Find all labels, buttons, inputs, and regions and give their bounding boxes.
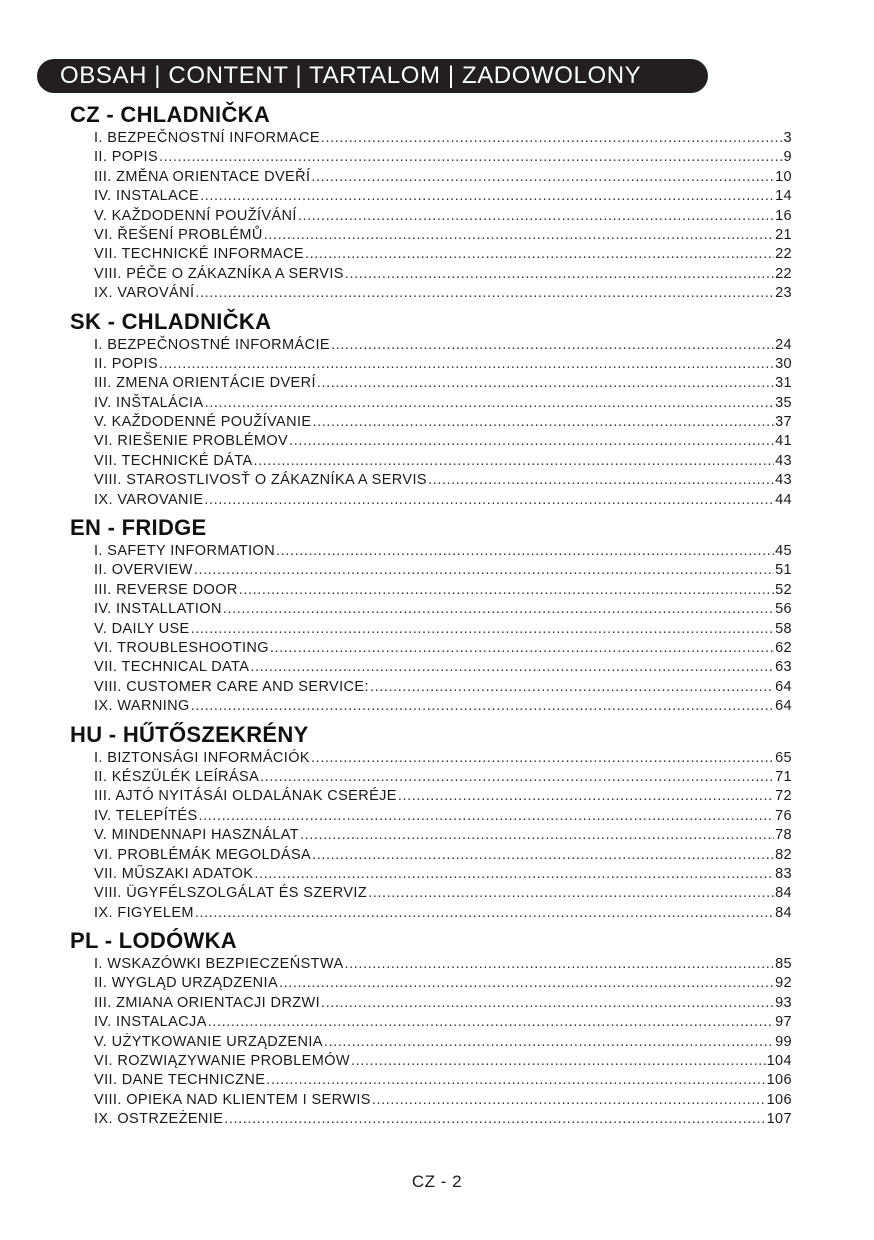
toc-entry[interactable]: [70, 955, 792, 974]
dot-leader: [368, 884, 774, 903]
toc-entry-page: 82: [775, 846, 792, 863]
toc-entry-page: 106: [766, 1091, 792, 1108]
toc-entry[interactable]: [70, 620, 792, 639]
toc-entry-label: I. BIZTONSÁGI INFORMÁCIÓK: [94, 749, 310, 766]
toc-entry-label: IV. INSTALACJA: [94, 1014, 207, 1031]
dot-leader: [298, 207, 774, 226]
dot-leader: [224, 1110, 765, 1129]
dot-leader: [159, 355, 774, 374]
toc-entry[interactable]: [70, 471, 792, 490]
toc-entry-page: 56: [775, 601, 792, 618]
dot-leader: [239, 581, 774, 600]
dot-leader: [398, 787, 774, 806]
toc-entry-label: III. AJTÓ NYITÁSÁI OLDALÁNAK CSERÉJE: [94, 788, 397, 805]
toc-section-pl: [70, 927, 792, 1130]
dot-leader: [260, 768, 774, 787]
toc-entry-label: IV. TELEPÍTÉS: [94, 807, 198, 824]
toc-entry-page: 35: [775, 394, 792, 411]
dot-leader: [276, 542, 774, 561]
toc-entry[interactable]: [70, 904, 792, 923]
toc-entry-label: VIII. CUSTOMER CARE AND SERVICE:: [94, 678, 369, 695]
toc-entry-label: IV. INSTALACE: [94, 188, 200, 205]
toc-entry[interactable]: [70, 846, 792, 865]
toc-entry-label: VI. RIEŠENIE PROBLÉMOV: [94, 433, 289, 450]
dot-leader: [331, 336, 774, 355]
toc-entry-page: 92: [775, 975, 792, 992]
toc-entry-label: VI. ROZWIĄZYWANIE PROBLEMÓW: [94, 1053, 350, 1070]
toc-entry-page: 41: [775, 433, 792, 450]
toc-entry-page: 58: [775, 620, 792, 637]
toc-entry-page: 16: [775, 207, 792, 224]
toc-entry[interactable]: [70, 148, 792, 167]
toc-entry[interactable]: [70, 355, 792, 374]
dot-leader: [205, 394, 775, 413]
dot-leader: [317, 374, 774, 393]
toc-section-cz: [70, 101, 792, 304]
toc-entry[interactable]: [70, 639, 792, 658]
section-title: CZ - CHLADNIČKA: [70, 102, 271, 127]
toc-entry-page: 97: [775, 1014, 792, 1031]
section-title: EN - FRIDGE: [70, 515, 207, 541]
toc-entry[interactable]: [70, 678, 792, 697]
toc-entry[interactable]: [70, 187, 792, 206]
toc-entry-page: 23: [775, 285, 792, 302]
dot-leader: [254, 452, 775, 471]
section-title: HU - HŰTŐSZEKRÉNY: [70, 721, 309, 747]
toc-entry-page: 84: [775, 885, 792, 902]
toc-entry-page: 30: [775, 355, 792, 372]
dot-leader: [324, 1033, 774, 1052]
toc-entry-label: IV. INŠTALÁCIA: [94, 394, 204, 411]
toc-entry-page: 83: [775, 865, 792, 882]
toc-entry[interactable]: [70, 658, 792, 677]
toc-entry[interactable]: [70, 413, 792, 432]
dot-leader: [254, 865, 774, 884]
toc-entry-page: 72: [775, 788, 792, 805]
page-number: CZ - 2: [411, 1172, 463, 1191]
toc-entry-label: III. ZMENA ORIENTÁCIE DVERÍ: [94, 375, 316, 392]
toc-entry[interactable]: [70, 394, 792, 413]
dot-leader: [250, 658, 774, 677]
toc-entry[interactable]: [70, 884, 792, 903]
toc-entry[interactable]: [70, 768, 792, 787]
toc-entry-label: IX. VAROVÁNÍ: [94, 285, 195, 302]
toc-entry-page: 45: [775, 543, 792, 560]
dot-leader: [191, 697, 774, 716]
toc-section-hu: [70, 721, 792, 924]
toc-entry-label: I. BEZPEČNOSTNÉ INFORMÁCIE: [94, 336, 330, 353]
toc-entry-page: 104: [766, 1053, 792, 1070]
toc-entry-page: 43: [775, 472, 792, 489]
toc-entry-page: 22: [775, 246, 792, 263]
toc-entry-label: III. ZMĚNA ORIENTACE DVEŘÍ: [94, 168, 311, 185]
toc-entry[interactable]: [70, 561, 792, 580]
toc-entry-page: 51: [775, 562, 792, 579]
toc-entry[interactable]: [70, 1071, 792, 1090]
toc-entry-page: 65: [775, 749, 792, 766]
toc-entry-page: 3: [783, 130, 792, 146]
toc-entry-page: 64: [775, 678, 792, 695]
toc-entry[interactable]: [70, 1052, 792, 1071]
dot-leader: [311, 749, 774, 768]
dot-leader: [195, 904, 774, 923]
toc-entry-label: IX. OSTRZEŻENIE: [94, 1111, 224, 1128]
dot-leader: [223, 600, 774, 619]
toc-entry[interactable]: [70, 600, 792, 619]
toc-entry-page: 10: [775, 168, 792, 185]
dot-leader: [300, 826, 774, 845]
dot-leader: [194, 561, 774, 580]
toc-entry-label: III. REVERSE DOOR: [94, 581, 238, 598]
toc-entry-page: 64: [775, 698, 792, 715]
dot-leader: [279, 974, 774, 993]
toc-entry-label: II. KÉSZÜLÉK LEÍRÁSA: [94, 768, 260, 785]
dot-leader: [208, 1013, 774, 1032]
toc-entry-label: VIII. ÜGYFÉLSZOLGÁLAT ÉS SZERVIZ: [94, 885, 368, 902]
toc-entry-label: VIII. PÉČE O ZÁKAZNÍKA A SERVIS: [94, 265, 344, 282]
dot-leader: [195, 284, 774, 303]
toc-entry-label: VII. MŰSZAKI ADATOK: [94, 865, 254, 882]
toc-entry[interactable]: [70, 452, 792, 471]
toc-entry-page: 24: [775, 336, 792, 353]
toc-entry-label: II. OVERVIEW: [94, 562, 193, 579]
table-of-contents: [70, 101, 792, 1134]
toc-entry-label: VIII. STAROSTLIVOSŤ O ZÁKAZNÍKA A SERVIS: [94, 472, 427, 489]
toc-entry[interactable]: [70, 865, 792, 884]
toc-entry-label: VII. TECHNICAL DATA: [94, 659, 250, 676]
toc-entry-label: VI. ŘEŠENÍ PROBLÉMŮ: [94, 226, 263, 243]
dot-leader: [204, 491, 774, 510]
toc-entry-label: II. POPIS: [94, 149, 159, 166]
toc-entry-page: 44: [775, 491, 792, 508]
dot-leader: [312, 413, 774, 432]
toc-entry-label: V. KAŽDODENNÍ POUŽÍVÁNÍ: [94, 207, 297, 224]
dot-leader: [191, 620, 774, 639]
dot-leader: [311, 168, 774, 187]
toc-entry-label: V. MINDENNAPI HASZNÁLAT: [94, 827, 299, 844]
dot-leader: [321, 994, 774, 1013]
toc-entry-page: 52: [775, 581, 792, 598]
dot-leader: [370, 678, 774, 697]
toc-entry[interactable]: [70, 491, 792, 510]
toc-entry-label: IV. INSTALLATION: [94, 601, 222, 618]
section-title: PL - LODÓWKA: [70, 928, 237, 954]
toc-entry-page: 84: [775, 904, 792, 921]
toc-entry-label: I. BEZPEČNOSTNÍ INFORMACE: [94, 130, 320, 146]
dot-leader: [345, 265, 774, 284]
toc-entry-label: I. SAFETY INFORMATION: [94, 543, 276, 560]
toc-entry-page: 71: [775, 768, 792, 785]
dot-leader: [428, 471, 774, 490]
toc-entry[interactable]: [70, 226, 792, 245]
dot-leader: [312, 846, 774, 865]
toc-entry[interactable]: [70, 542, 792, 561]
toc-entry-label: VII. TECHNICKÉ INFORMACE: [94, 246, 304, 263]
dot-leader: [159, 148, 782, 167]
toc-entry[interactable]: [70, 1110, 792, 1129]
toc-entry[interactable]: [70, 374, 792, 393]
toc-entry-page: 93: [775, 994, 792, 1011]
toc-entry[interactable]: [70, 697, 792, 716]
toc-entry[interactable]: [70, 129, 792, 148]
dot-leader: [264, 226, 774, 245]
toc-entry[interactable]: [70, 245, 792, 264]
dot-leader: [321, 129, 783, 148]
toc-entry-label: VI. TROUBLESHOOTING: [94, 639, 269, 656]
toc-entry-page: 106: [766, 1072, 792, 1089]
dot-leader: [200, 187, 774, 206]
toc-entry[interactable]: [70, 749, 792, 768]
dot-leader: [345, 955, 775, 974]
toc-entry-label: VII. DANE TECHNICZNE: [94, 1072, 266, 1089]
toc-entry[interactable]: [70, 336, 792, 355]
toc-entry-page: 21: [775, 226, 792, 243]
toc-entry-page: 76: [775, 807, 792, 824]
toc-entry-label: II. POPIS: [94, 355, 159, 372]
toc-entry[interactable]: [70, 168, 792, 187]
toc-entry-label: III. ZMIANA ORIENTACJI DRZWI: [94, 994, 321, 1011]
toc-entry-label: IX. VAROVANIE: [94, 491, 204, 508]
dot-leader: [270, 639, 774, 658]
toc-entry-label: VIII. OPIEKA NAD KLIENTEM I SERWIS: [94, 1091, 371, 1108]
toc-entry-page: 14: [775, 188, 792, 205]
dot-leader: [351, 1052, 766, 1071]
toc-entry[interactable]: [70, 994, 792, 1013]
toc-entry-page: 107: [766, 1111, 792, 1128]
toc-entry[interactable]: [70, 207, 792, 226]
dot-leader: [199, 807, 775, 826]
toc-entry[interactable]: [70, 787, 792, 806]
toc-entry[interactable]: [70, 1013, 792, 1032]
contents-banner: [37, 59, 708, 93]
toc-entry-page: 99: [775, 1033, 792, 1050]
toc-entry-label: VII. TECHNICKÉ DÁTA: [94, 452, 253, 469]
toc-entry[interactable]: [70, 974, 792, 993]
toc-entry-label: V. DAILY USE: [94, 620, 190, 637]
toc-entry-label: V. UŻYTKOWANIE URZĄDZENIA: [94, 1033, 323, 1050]
toc-entry-page: 31: [775, 375, 792, 392]
toc-entry-page: 85: [775, 956, 792, 973]
toc-entry-page: 78: [775, 827, 792, 844]
toc-entry[interactable]: [70, 581, 792, 600]
toc-entry-page: 43: [775, 452, 792, 469]
toc-entry-page: 37: [775, 414, 792, 431]
toc-entry-label: II. WYGLĄD URZĄDZENIA: [94, 975, 279, 992]
toc-entry[interactable]: [70, 1033, 792, 1052]
toc-entry[interactable]: [70, 432, 792, 451]
toc-entry-page: 22: [775, 265, 792, 282]
toc-entry[interactable]: [70, 284, 792, 303]
toc-entry[interactable]: [70, 807, 792, 826]
section-title: SK - CHLADNIČKA: [70, 308, 272, 334]
toc-entry-page: 9: [783, 149, 792, 166]
dot-leader: [305, 245, 774, 264]
toc-entry[interactable]: [70, 265, 792, 284]
dot-leader: [266, 1071, 765, 1090]
toc-section-en: [70, 514, 792, 717]
toc-section-sk: [70, 308, 792, 511]
toc-entry-label: I. WSKAZÓWKI BEZPIECZEŃSTWA: [94, 956, 344, 973]
toc-entry-label: IX. FIGYELEM: [94, 904, 194, 921]
dot-leader: [372, 1091, 766, 1110]
toc-entry-label: IX. WARNING: [94, 698, 190, 715]
toc-entry[interactable]: [70, 826, 792, 845]
toc-entry-page: 62: [775, 639, 792, 656]
toc-entry-page: 63: [775, 659, 792, 676]
dot-leader: [289, 432, 774, 451]
toc-entry-label: VI. PROBLÉMÁK MEGOLDÁSA: [94, 846, 312, 863]
contents-title: OBSAH | CONTENT | TARTALOM | ZADOWOLONY: [60, 62, 642, 89]
toc-entry[interactable]: [70, 1091, 792, 1110]
toc-entry-label: V. KAŽDODENNÉ POUŽÍVANIE: [94, 414, 312, 431]
